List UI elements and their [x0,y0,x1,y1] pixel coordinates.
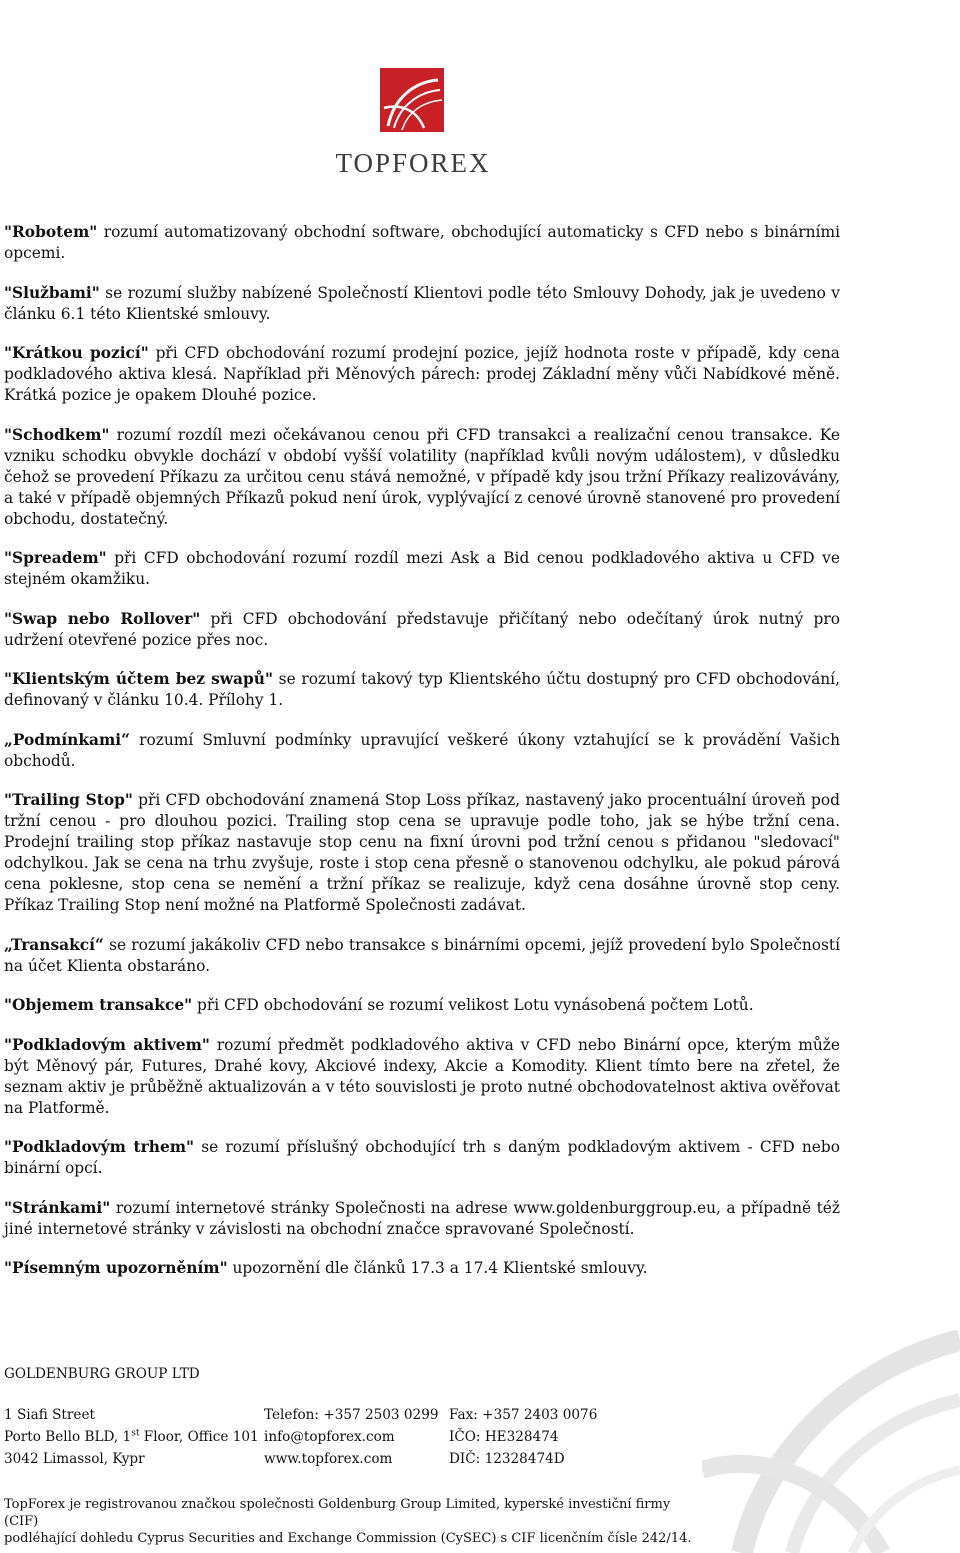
definition-text: se rozumí příslušný obchodující trh s daným podkladovým aktivem - CFD nebo binární opcí. [4,1138,840,1177]
definition-text: rozumí Smluvní podmínky upravující veškeré úkony vztahující se k provádění Vašich obchodů. [4,730,840,770]
definition-text: při CFD obchodování představuje přičítaný nebo odečítaný úrok nutný pro udržení otevřené pozice přes noc. [4,609,840,649]
definition-text: se rozumí jakákoliv CFD nebo transakce s binárními opcemi, jejíž provedení bylo Společností na účet Klienta obstaráno. [4,935,840,975]
definition-term: "Swap nebo Rollover" [4,609,201,628]
footer-email-link[interactable]: info@topforex.com [264,1429,395,1445]
definition-item [4,669,840,711]
footer-phone: Telefon: +357 2503 0299 [264,1407,439,1423]
definition-term: "Stránkami" [4,1198,111,1217]
definition-text: se rozumí takový typ Klientského účtu dostupný pro CFD obchodování, definovaný v článku 10.4. Přílohy 1. [4,670,840,709]
definition-text: při CFD obchodování rozumí rozdíl mezi Ask a Bid cenou podkladového aktiva u CFD ve stejném okamžiku. [4,549,840,588]
definition-item [4,1198,840,1240]
footer-web-link[interactable]: www.topforex.com [264,1451,393,1467]
definition-term: "Podkladovým trhem" [4,1138,195,1156]
definition-term: „Transakcí“ [4,935,104,954]
definition-term: "Schodkem" [4,425,110,444]
definition-text: při CFD obchodování rozumí prodejní pozice, jejíž hodnota roste v případě, kdy cena podkladového aktiva klesá. Například při Měnových párech: prodej Základní měny vůči Nabídkové měně. Krátká pozice je opakem Dlouhé pozice. [4,344,840,404]
logo-wordmark: TOPFOREX [335,148,491,178]
definition-text: při CFD obchodování se rozumí velikost Lotu vynásobená počtem Lotů. [192,996,754,1014]
definition-text: se rozumí služby nabízené Společností Klientovi podle této Smlouvy Dohody, jak je uvedeno v článku 6.1 této Klientské smlouvy. [4,283,840,323]
definition-term: "Objemem transakce" [4,996,193,1014]
definition-text: rozumí internetové stránky Společnosti na adrese www.goldenburggroup.eu, a případně též jiné internetové stránky v závislosti na obchodní značce spravované Společností. [4,1198,840,1238]
definition-term: "Spreadem" [4,549,107,567]
definition-item [4,935,840,977]
footer-dic: DIČ: 12328474D [449,1451,565,1467]
definition-item [4,343,840,406]
definition-text: rozumí předmět podkladového aktiva v CFD nebo Binární opce, kterým může být Měnový pár, Futures, Drahé kovy, Akciové indexy, Akcie a Komodity. Klient tímto bere na zřetel, že seznam aktiv je průběžně aktualizován a v této souvislosti je proto nutné obchodovatelnost aktiva ověřovat na Platformě. [4,1035,841,1117]
footer-address [4,1404,259,1470]
topforex-logo [318,68,508,178]
definition-text: při CFD obchodování znamená Stop Loss příkaz, nastavený jako procentuální úroveň pod tržní cenou - pro dlouhou pozici. Trailing stop cena se upravuje podle toho, jak se hýbe tržní cena. Prodejní trailing stop příkaz nastavuje stop cenu na fixní úrovni pod tržní cenou s přidanou "sledovací" odchylkou. Jak se cena na trhu zvyšuje, roste i stop cena přesně o stanovenou odchylku, ale pokud párová cena poklesne, stop cena se nemění a tržní příkaz se realizuje, když cena dosáhne úrovně stop ceny. Příkaz Trailing Stop není možné na Platformě Společnosti zadávat. [4,791,840,914]
definition-term: "Službami" [4,283,100,302]
definition-term: "Písemným upozorněním" [4,1259,228,1277]
definition-item [4,1035,840,1119]
address-line: Porto Bello BLD, 1st Floor, Office 101 [4,1428,259,1445]
definition-item [4,548,840,590]
definition-item [4,609,840,651]
footer-ico: IČO: HE328474 [449,1429,559,1445]
definition-item [4,790,840,916]
definition-term: "Krátkou pozicí" [4,344,149,362]
definition-term: „Podmínkami“ [4,730,130,749]
definition-term: "Robotem" [4,223,98,241]
definition-term: "Trailing Stop" [4,791,133,809]
footer-registration [449,1404,597,1470]
definition-item [4,283,840,325]
definitions-list [4,222,840,1298]
footer-company-name: GOLDENBURG GROUP LTD [4,1366,200,1382]
definition-item [4,425,840,530]
definition-item [4,222,840,264]
definition-text: upozornění dle článků 17.3 a 17.4 Klientské smlouvy. [227,1259,648,1277]
definition-text: rozumí rozdíl mezi očekávanou cenou při CFD transakci a realizační cenou transakce. Ke vzniku schodku obvykle dochází v období vyšší volatility (například kvůli novým událostem), v důsledku čehož se provedení Příkazu za určitou cenu stává nemožné, v případě kdy jsou tržní Příkazy realizovávány, a také v případě objemných Příkazů pokud není úrok, vyplývající z cenové úrovně stanovené pro provedení obchodu, dostatečný. [4,425,840,528]
definition-item [4,1258,840,1279]
footer-legal-notice: TopForex je registrovanou značkou společnosti Goldenburg Group Limited, kyperské investiční firmy (CIF) podléhající dohledu Cyprus Securities and Exchange Commission (CySEC) s CIF licenčním čísle 242/14. [4,1497,692,1546]
definition-term: "Podkladovým aktivem" [4,1035,210,1054]
watermark-swoosh-icon [702,1330,960,1553]
footer-contact [264,1404,439,1470]
footer-fax: Fax: +357 2403 0076 [449,1407,598,1423]
definition-text: rozumí automatizovaný obchodní software, obchodující automaticky s CFD nebo s binárními opcemi. [4,223,840,262]
address-line: 3042 Limassol, Kypr [4,1451,145,1467]
definition-item [4,995,840,1016]
definition-item [4,1137,840,1179]
logo-mark-icon [380,68,444,132]
definition-term: "Klientským účtem bez swapů" [4,670,274,688]
definition-item [4,730,840,772]
address-line: 1 Siafi Street [4,1407,95,1423]
